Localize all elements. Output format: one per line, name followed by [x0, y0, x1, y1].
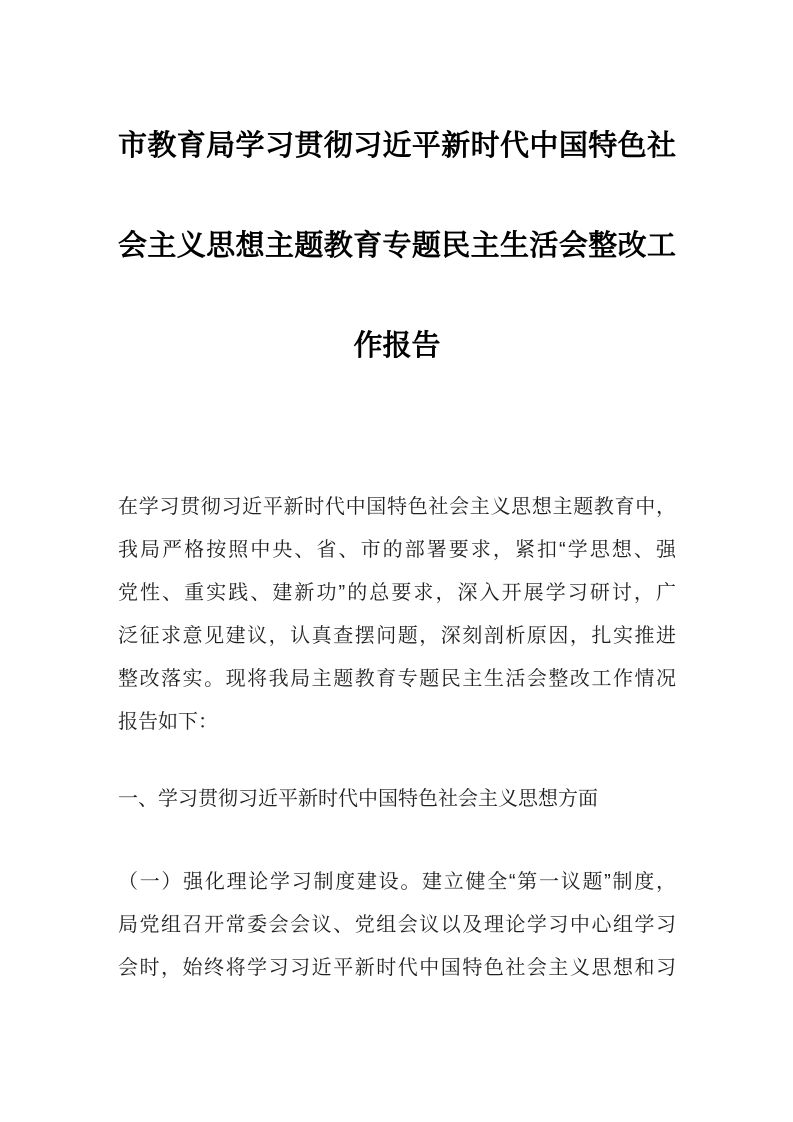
paragraph-line: 整改落实。现将我局主题教育专题民主生活会整改工作情况	[118, 668, 676, 690]
paragraph-line: （一）强化理论学习制度建设。建立健全“第一议题”制度，	[118, 871, 676, 893]
document-title	[118, 96, 676, 396]
paragraph-line: 泛征求意见建议，认真查摆问题，深刻剖析原因，扎实推进	[118, 625, 676, 647]
paragraph-line: 我局严格按照中央、省、市的部署要求，紧扣“学思想、强	[118, 539, 676, 561]
paragraph-line: 局党组召开常委会会议、党组会议以及理论学习中心组学习	[118, 914, 676, 936]
paragraph-line: 报告如下：	[118, 711, 218, 733]
title-line-2: 会主义思想主题教育专题民主生活会整改工	[118, 230, 676, 262]
intro-paragraph	[118, 486, 676, 744]
paragraph-line: 在学习贯彻习近平新时代中国特色社会主义思想主题教育中，	[118, 496, 676, 518]
paragraph-line: 党性、重实践、建新功”的总要求，深入开展学习研讨，广	[118, 582, 676, 604]
paragraph-line: 会时，始终将学习习近平新时代中国特色社会主义思想和习	[118, 957, 676, 979]
title-line-1: 市教育局学习贯彻习近平新时代中国特色社	[118, 130, 676, 162]
title-line-3: 作报告	[353, 330, 441, 362]
document-body	[118, 486, 676, 990]
subsection-paragraph	[118, 861, 676, 990]
section-heading: 一、学习贯彻习近平新时代中国特色社会主义思想方面	[118, 788, 598, 810]
